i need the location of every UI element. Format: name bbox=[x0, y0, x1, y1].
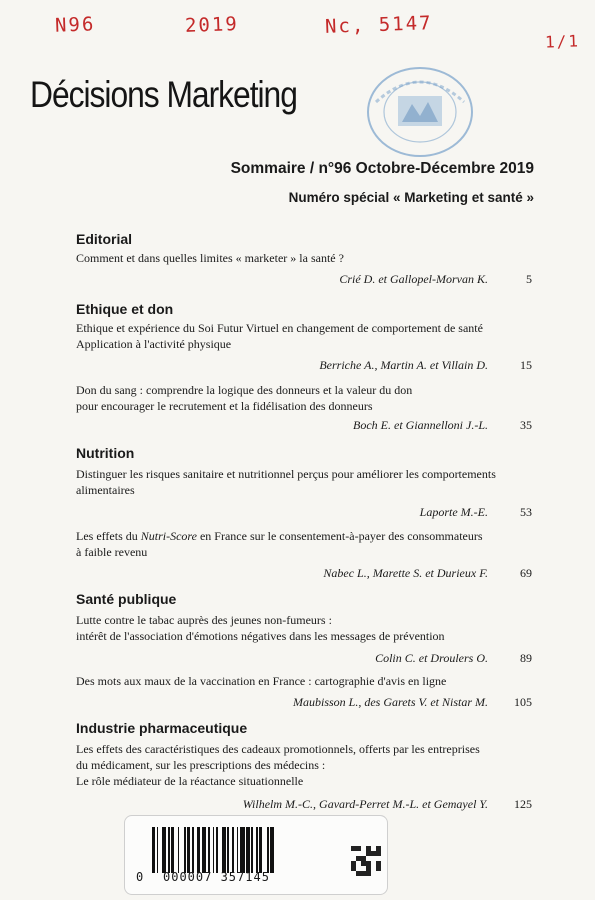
journal-title: Décisions Marketing bbox=[30, 74, 297, 115]
article-page: 35 bbox=[520, 418, 532, 432]
barcode-bar bbox=[178, 827, 180, 873]
barcode-bar bbox=[184, 827, 186, 873]
barcode-bars bbox=[152, 827, 352, 873]
barcode-label bbox=[124, 815, 388, 895]
article-authors: Berriche A., Martin A. et Villain D. bbox=[319, 358, 488, 372]
barcode-bar bbox=[171, 827, 174, 873]
article-title-line: intérêt de l'association d'émotions négatives dans les messages de prévention bbox=[76, 629, 445, 643]
article-page: 15 bbox=[520, 358, 532, 372]
article-page: 53 bbox=[520, 505, 532, 519]
barcode-bar bbox=[216, 827, 218, 873]
handwritten-call-number: Nc, 5147 bbox=[324, 12, 433, 38]
section-title-nutrition: Nutrition bbox=[76, 445, 135, 461]
article-page: 105 bbox=[514, 695, 532, 709]
issue-heading: Sommaire / n°96 Octobre-Décembre 2019 bbox=[230, 160, 534, 177]
article-title-line: Comment et dans quelles limites « marketer » la santé ? bbox=[76, 251, 344, 265]
article-authors: Wilhelm M.-C., Gavard-Perret M.-L. et Gemayel Y. bbox=[242, 797, 488, 811]
article-authors: Crié D. et Gallopel-Morvan K. bbox=[339, 272, 488, 286]
barcode-bar bbox=[187, 827, 190, 873]
article-title-line: Le rôle médiateur de la réactance situationnelle bbox=[76, 774, 304, 788]
qr-code-icon bbox=[351, 846, 381, 876]
article-title-line: Lutte contre le tabac auprès des jeunes non-fumeurs : bbox=[76, 613, 332, 627]
handwritten-issue-number: N96 bbox=[54, 13, 96, 37]
article-title-line: du médicament, sur les prescriptions des médecins : bbox=[76, 758, 326, 772]
article-title-line: Les effets des caractéristiques des cadeaux promotionnels, offerts par les entreprises bbox=[76, 742, 480, 756]
barcode-bar bbox=[270, 827, 273, 873]
article-authors: Nabec L., Marette S. et Durieux F. bbox=[323, 566, 488, 580]
article-page: 5 bbox=[526, 272, 532, 286]
barcode-bar bbox=[208, 827, 210, 873]
article-title-line: alimentaires bbox=[76, 483, 135, 497]
special-issue-heading: Numéro spécial « Marketing et santé » bbox=[288, 190, 534, 205]
barcode-lead-digit: 0 bbox=[136, 870, 144, 884]
article-title-line: à faible revenu bbox=[76, 545, 148, 559]
article-authors: Laporte M.-E. bbox=[419, 505, 488, 519]
handwritten-year: 2019 bbox=[184, 13, 240, 37]
barcode-bar bbox=[197, 827, 200, 873]
barcode-bar bbox=[192, 827, 194, 873]
article-title-line: Ethique et expérience du Soi Futur Virtuel en changement de comportement de santé bbox=[76, 321, 483, 335]
article-page: 89 bbox=[520, 651, 532, 665]
article-page: 69 bbox=[520, 566, 532, 580]
barcode-bar bbox=[267, 827, 269, 873]
article-authors: Maubisson L., des Garets V. et Nistar M. bbox=[292, 695, 488, 709]
barcode-bar bbox=[168, 827, 170, 873]
barcode-bar bbox=[251, 827, 253, 873]
article-title-line: Application à l'activité physique bbox=[76, 337, 232, 351]
barcode-bar bbox=[213, 827, 215, 873]
section-title-ethique-et-don: Ethique et don bbox=[76, 301, 174, 317]
section-title-industrie-pharmaceutique: Industrie pharmaceutique bbox=[76, 720, 248, 736]
library-stamp-seal bbox=[362, 62, 478, 162]
article-authors: Boch E. et Giannelloni J.-L. bbox=[353, 418, 488, 432]
article-page: 125 bbox=[514, 797, 532, 811]
barcode-bar bbox=[152, 827, 155, 873]
article-authors: Colin C. et Droulers O. bbox=[375, 651, 488, 665]
barcode-bar bbox=[202, 827, 207, 873]
article-title-line: Les effets du Nutri-Score en France sur le consentement-à-payer des consommateurs bbox=[76, 529, 483, 543]
barcode-bar bbox=[232, 827, 234, 873]
article-title-line: Don du sang : comprendre la logique des donneurs et la valeur du don bbox=[76, 383, 413, 397]
barcode-number: 000007 357145 bbox=[163, 870, 270, 884]
section-title-editorial: Editorial bbox=[76, 231, 133, 247]
barcode-bar bbox=[162, 827, 167, 873]
section-title-sante-publique: Santé publique bbox=[76, 591, 177, 607]
barcode-bar bbox=[227, 827, 229, 873]
barcode-bar bbox=[240, 827, 245, 873]
barcode-bar bbox=[256, 827, 258, 873]
handwritten-page-count: 1/1 bbox=[544, 31, 581, 52]
barcode-bar bbox=[246, 827, 249, 873]
barcode-bar bbox=[259, 827, 262, 873]
article-title-line: pour encourager le recrutement et la fidélisation des donneurs bbox=[76, 399, 373, 413]
barcode-bar bbox=[237, 827, 239, 873]
barcode-bar bbox=[157, 827, 159, 873]
article-title-line: Des mots aux maux de la vaccination en France : cartographie d'avis en ligne bbox=[76, 674, 447, 688]
barcode-bar bbox=[222, 827, 225, 873]
article-title-line: Distinguer les risques sanitaire et nutritionnel perçus pour améliorer les comportements bbox=[76, 467, 496, 481]
